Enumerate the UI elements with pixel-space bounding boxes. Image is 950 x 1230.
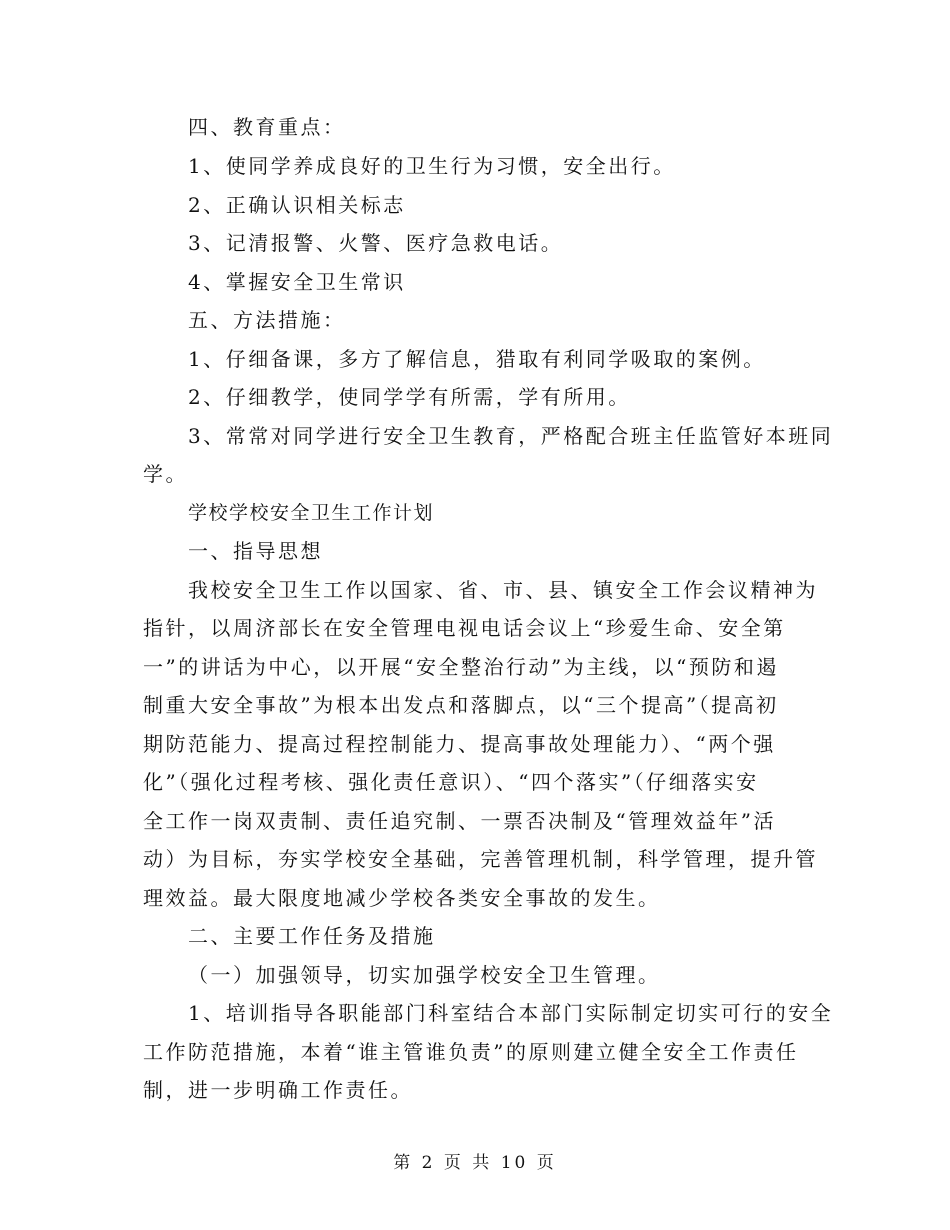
paragraph-line: 指针，以周济部长在安全管理电视电话会议上“珍爱生命、安全第 [143, 616, 786, 640]
paragraph-line: 1、使同学养成良好的卫生行为习惯，安全出行。 [188, 154, 676, 178]
paragraph-line: 制重大安全事故”为根本出发点和落脚点，以“三个提高”（提高初 [143, 693, 779, 717]
paragraph-line: 学。 [143, 462, 188, 486]
paragraph-line: 3、常常对同学进行安全卫生教育，严格配合班主任监管好本班同 [188, 424, 834, 448]
paragraph-line: 1、仔细备课，多方了解信息，猎取有利同学吸取的案例。 [188, 347, 766, 371]
heading-methods: 五、方法措施： [188, 308, 346, 332]
heading-education-focus: 四、教育重点： [188, 115, 346, 139]
paragraph-line: 制，进一步明确工作责任。 [143, 1078, 413, 1102]
paragraph-line: 动）为目标，夯实学校安全基础，完善管理机制，科学管理，提升管 [143, 847, 818, 871]
paragraph-line: 我校安全卫生工作以国家、省、市、县、镇安全工作会议精神为 [188, 578, 818, 602]
paragraph-line: 2、仔细教学，使同学学有所需，学有所用。 [188, 385, 631, 409]
paragraph-line: 理效益。最大限度地减少学校各类安全事故的发生。 [143, 886, 661, 910]
paragraph-line: 全工作一岗双责制、责任追究制、一票否决制及“管理效益年”活 [143, 809, 776, 833]
paragraph-line: 4、掌握安全卫生常识 [188, 270, 406, 294]
paragraph-line: 期防范能力、提高过程控制能力、提高事故处理能力）、“两个强 [143, 732, 776, 756]
paragraph-line: 2、正确认识相关标志 [188, 193, 406, 217]
paragraph-line: 1、培训指导各职能部门科室结合本部门实际制定切实可行的安全 [188, 1001, 834, 1025]
paragraph-line: 3、记清报警、火警、医疗急救电话。 [188, 231, 564, 255]
paragraph-line: 化”（强化过程考核、强化责任意识）、“四个落实”（仔细落实安 [143, 770, 759, 794]
paragraph-line: 一”的讲话为中心，以开展“安全整治行动”为主线，以“预防和遏 [143, 655, 779, 679]
section-title: 学校学校安全卫生工作计划 [188, 502, 435, 524]
page-footer: 第 2 页 共 10 页 [393, 1153, 557, 1173]
heading-main-tasks: 二、主要工作任务及措施 [188, 924, 436, 948]
paragraph-line: 工作防范措施，本着“谁主管谁负责”的原则建立健全安全工作责任 [143, 1040, 799, 1064]
subheading-leadership: （一）加强领导，切实加强学校安全卫生管理。 [188, 963, 661, 987]
heading-guiding-thought: 一、指导思想 [188, 539, 323, 563]
